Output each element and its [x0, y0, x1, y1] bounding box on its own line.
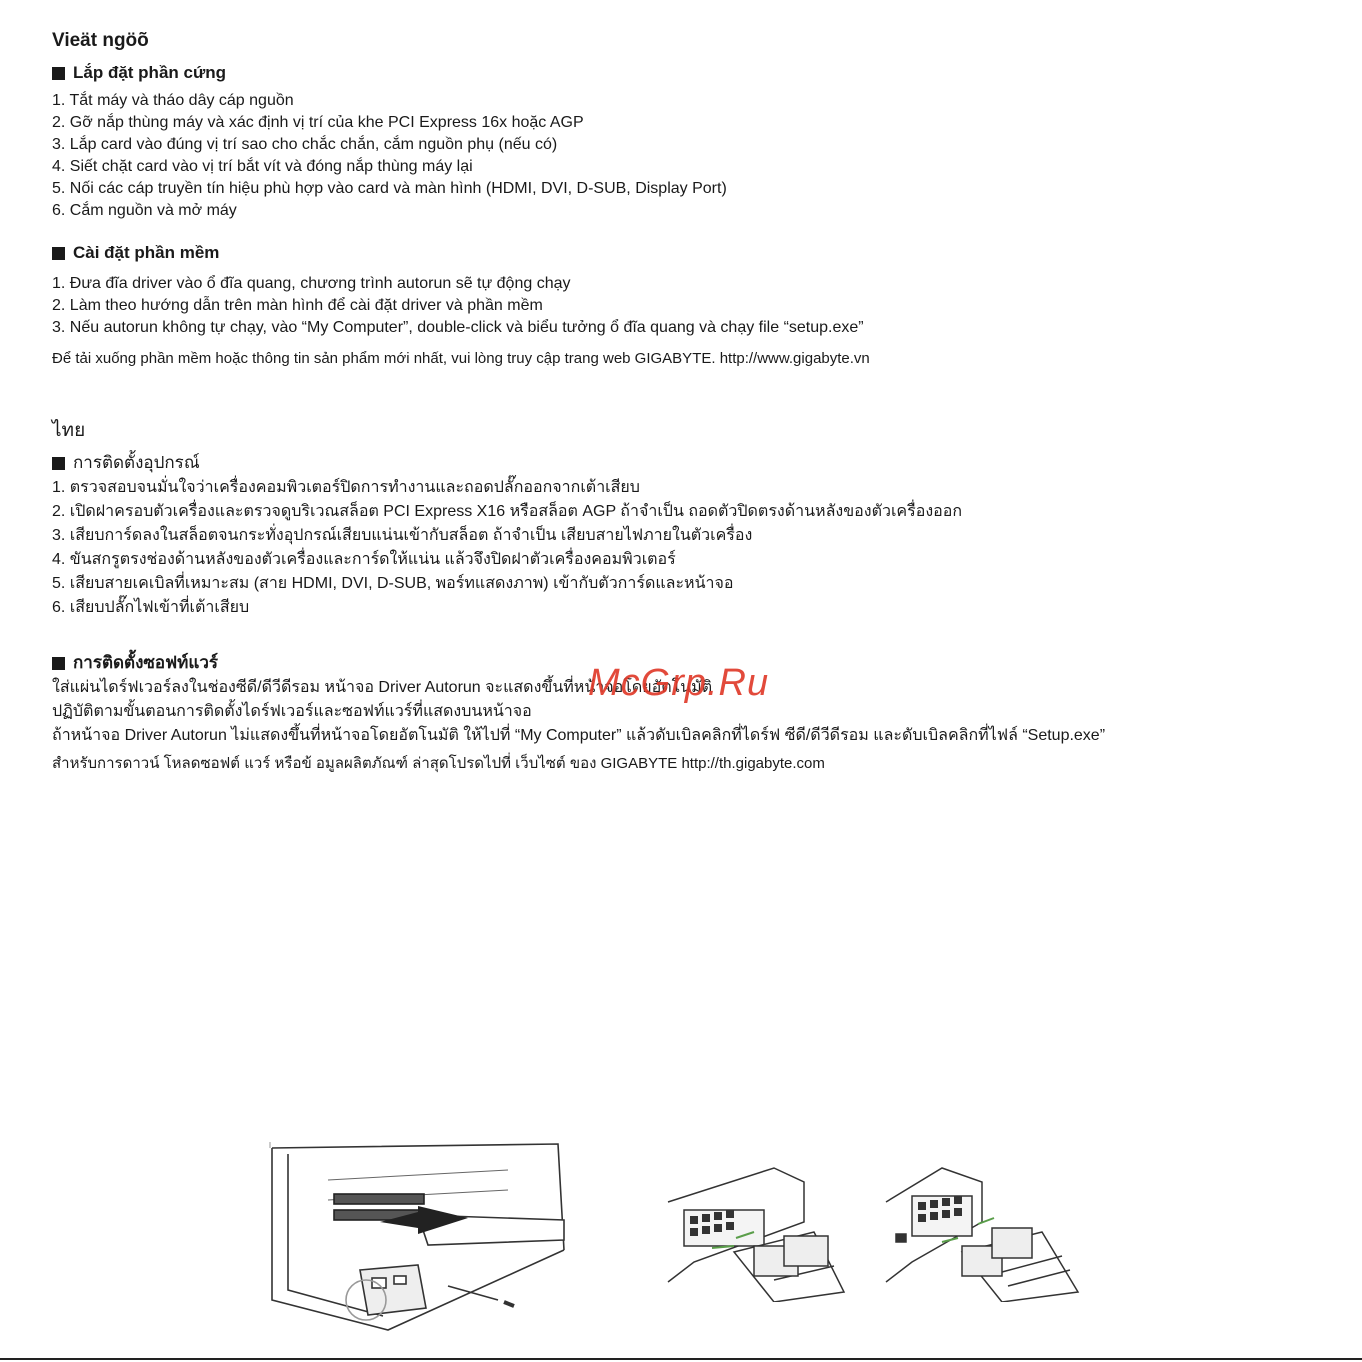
- vi-hardware-title-row: [52, 62, 1342, 84]
- square-bullet-icon: [52, 247, 65, 260]
- list-item: ถ้าหน้าจอ Driver Autorun ไม่แสดงขึ้นที่หน้าจอโดยอัตโนมัติ ให้ไปที่ “My Computer” แล้วดับเบิลคลิกที่ไดร์ฟ ซีดี/ดีวีดีรอม และดับเบิลคลิกที่ไฟล์ “Setup.exe”: [52, 727, 1106, 744]
- vi-hardware-section: [52, 62, 1342, 222]
- th-download-note: สำหรับการดาวน์ โหลดซอฟต์ แวร์ หรือข้ อมูลผลิตภัณฑ์ ล่าสุดโปรดไปที่ เว็บไซต์ ของ GIGABYTE http://th.gigabyte.com: [52, 755, 825, 772]
- square-bullet-icon: [52, 657, 65, 670]
- power-connector-illustration-1: [664, 1162, 854, 1302]
- vietnamese-heading: Vieät ngöõ: [52, 30, 149, 51]
- vi-software-section: [52, 242, 1342, 339]
- square-bullet-icon: [52, 67, 65, 80]
- th-hardware-steps: [52, 476, 1342, 620]
- bottom-divider: [0, 1358, 1362, 1360]
- power-connector-illustration-2: [882, 1162, 1082, 1302]
- watermark-text: McGrp.Ru: [588, 662, 770, 704]
- square-bullet-icon: [52, 457, 65, 470]
- vietnamese-section: [52, 30, 1342, 52]
- th-hardware-title-row: [52, 452, 1342, 474]
- th-software-title: การติดตั้งซอฟท์แวร์: [73, 653, 219, 672]
- list-item: 2. เปิดฝาครอบตัวเครื่องและตรวจดูบริเวณสล็อต PCI Express X16 หรือสล็อต AGP ถ้าจำเป็น ถอดตัวปิดตรงด้านหลังของตัวเครื่องออก: [52, 503, 963, 520]
- list-item: 1. Tắt máy và tháo dây cáp nguồn: [52, 92, 294, 109]
- card-installation-illustration: [268, 1140, 578, 1336]
- vi-software-title-row: [52, 242, 1342, 264]
- th-hardware-title: การติดตั้งอุปกรณ์: [73, 453, 200, 472]
- thai-section: [52, 420, 1342, 442]
- list-item: ใส่แผ่นไดร์ฟเวอร์ลงในช่องซีดี/ดีวีดีรอม หน้าจอ Driver Autorun จะแสดงขึ้นที่หน้าจอโดยอัตโนมัติ: [52, 679, 713, 696]
- vi-hardware-steps: [52, 90, 1342, 222]
- list-item: 6. เสียบปลั๊กไฟเข้าที่เต้าเสียบ: [52, 599, 250, 616]
- vi-download-note: Để tải xuống phần mềm hoặc thông tin sản phẩm mới nhất, vui lòng truy cập trang web GIGABYTE. http://www.gigabyte.vn: [52, 350, 870, 367]
- list-item: 3. เสียบการ์ดลงในสล็อตจนกระทั่งอุปกรณ์เสียบแน่นเข้ากับสล็อต ถ้าจำเป็น เสียบสายไฟภายในตัวเครื่อง: [52, 527, 753, 544]
- list-item: 5. เสียบสายเคเบิลที่เหมาะสม (สาย HDMI, DVI, D-SUB, พอร์ทแสดงภาพ) เข้ากับตัวการ์ดและหน้าจอ: [52, 575, 734, 592]
- list-item: 4. Siết chặt card vào vị trí bắt vít và đóng nắp thùng máy lại: [52, 158, 473, 175]
- th-hardware-section: [52, 452, 1342, 620]
- list-item: 2. Làm theo hướng dẫn trên màn hình để cài đặt driver và phần mềm: [52, 297, 543, 314]
- vi-software-steps: [52, 273, 1342, 339]
- list-item: 2. Gỡ nắp thùng máy và xác định vị trí của khe PCI Express 16x hoặc AGP: [52, 114, 584, 131]
- list-item: 1. ตรวจสอบจนมั่นใจว่าเครื่องคอมพิวเตอร์ปิดการทำงานและถอดปลั๊กออกจากเต้าเสียบ: [52, 479, 640, 496]
- list-item: 3. Nếu autorun không tự chạy, vào “My Computer”, double-click và biểu tưởng ổ đĩa quang và chạy file “setup.exe”: [52, 319, 864, 336]
- list-item: 5. Nối các cáp truyền tín hiệu phù hợp vào card và màn hình (HDMI, DVI, D-SUB, Display Port): [52, 180, 727, 197]
- list-item: 4. ขันสกรูตรงช่องด้านหลังของตัวเครื่องและการ์ดให้แน่น แล้วจึงปิดฝาตัวเครื่องคอมพิวเตอร์: [52, 551, 676, 568]
- thai-heading: ไทย: [52, 420, 86, 441]
- list-item: 6. Cắm nguồn và mở máy: [52, 202, 237, 219]
- vi-hardware-title: Lắp đặt phần cứng: [73, 63, 227, 82]
- list-item: 3. Lắp card vào đúng vị trí sao cho chắc chắn, cắm nguồn phụ (nếu có): [52, 136, 558, 153]
- list-item: ปฏิบัติตามขั้นตอนการติดตั้งไดร์ฟเวอร์และซอฟท์แวร์ที่แสดงบนหน้าจอ: [52, 703, 532, 720]
- vi-software-title: Cài đặt phần mềm: [73, 243, 220, 262]
- list-item: 1. Đưa đĩa driver vào ổ đĩa quang, chương trình autorun sẽ tự động chạy: [52, 275, 571, 292]
